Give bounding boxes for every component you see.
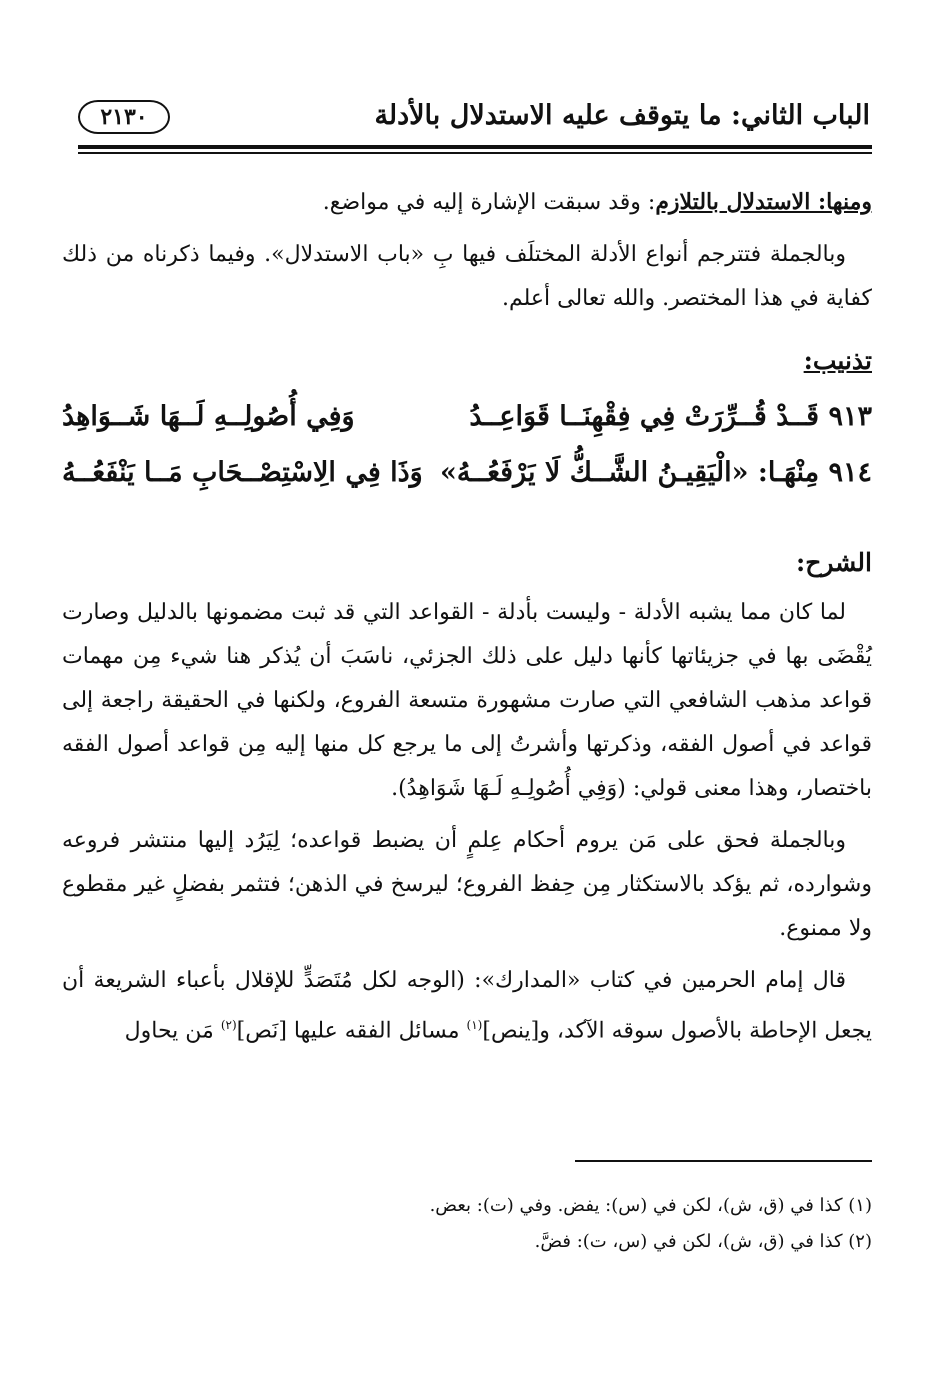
intro-text: : وقد سبقت الإشارة إليه في مواضع. [322, 190, 656, 215]
verse-first-hemistich: ٩١٣ قَــدْ قُــرِّرَتْ فِي فِقْهِنَــا قَوَاعِــدُ [469, 401, 872, 432]
verse-number: ٩١٤ [828, 457, 872, 488]
page-body [62, 180, 872, 1061]
verse-first-hemistich: ٩١٤ مِنْهَـا: «الْيَقِيـنُ الشَّــكُّ لَا يَرْفَعُــهُ» [439, 457, 872, 488]
summary-paragraph: وبالجملة فتترجم أنواع الأدلة المختلَف فيها بِ «باب الاستدلال». وفيما ذكرناه من ذلك كفاية في هذا المختصر. والله تعالى أعلم. [62, 242, 872, 311]
header-rule-thin [78, 152, 872, 154]
intro-term: ومنها: الاستدلال بالتلازم [655, 189, 872, 215]
header-rule [78, 145, 872, 149]
verse-913 [62, 389, 872, 445]
verse-second-hemistich: وَفِي أُصُولِــهِ لَــهَا شَــوَاهِدُ [62, 401, 355, 432]
commentary-paragraph: وبالجملة فحق على مَن يروم أحكام عِلمٍ أن يضبط قواعده؛ لِيَرُد إليها منتشر فروعه وشوارده، ثم يؤكد بالاستكثار مِن حِفظ الفروع؛ ليرسخ في الذهن؛ فتثمر بفضلٍ غير مقطوع ولا ممنوع. [62, 828, 872, 941]
tadhyeel-heading: تذنيب: [803, 346, 872, 375]
page-number: ٢١٣٠ [78, 100, 170, 134]
intro-line [62, 180, 872, 225]
verse-number: ٩١٣ [828, 401, 872, 432]
footnote: (١) كذا في (ق، ش)، لكن في (س): يفض. وفي (ت): بعض. [429, 1195, 872, 1216]
footnote: (٢) كذا في (ق، ش)، لكن في (س، ت): فضَّ. [534, 1231, 872, 1252]
verse-second-hemistich: وَذَا فِي الِاسْتِصْــحَابِ مَــا يَنْفَعُــهُ [62, 457, 423, 488]
running-title: الباب الثاني: ما يتوقف عليه الاستدلال بالأدلة [374, 100, 870, 131]
footnote-ref[interactable]: (٢) [220, 1018, 237, 1032]
footnotes [62, 1188, 872, 1260]
quote-paragraph: قال إمام الحرمين في كتاب «المدارك»: (الوجه لكل مُتَصَدٍّ للإقلال بأعباء الشريعة أن يجعل الإحاطة بالأصول سوقه الآكد، و[ينص]$^{(١)}$ مسائل الفقه عليها [نَص]$^{(٢)}$ مَن يحاول [62, 968, 872, 1044]
page-header [78, 92, 870, 142]
footnote-separator [575, 1160, 872, 1162]
commentary-paragraph: لما كان مما يشبه الأدلة - وليست بأدلة - القواعد التي قد ثبت مضمونها بالدليل وصارت يُقْضَى بها في جزيئاتها كأنها دليل على ذلك الجزئي، ناسَبَ أن يُذكر هنا شيء مِن مهمات قواعد مذهب الشافعي التي صارت مشهورة متسعة الفروع، ولكنها في الحقيقة راجعة إلى قواعد في أصول الفقه، وذكرتها وأشرتُ إلى ما يرجع كل منها إليه مِن قواعد أصول الفقه باختصار، وهذا معنى قولي: (وَفِي أُصُولِـهِ لَـهَا شَوَاهِدُ). [62, 600, 872, 801]
sharh-heading: الشرح: [795, 548, 872, 577]
verse-914 [62, 445, 872, 501]
footnote-ref[interactable]: (١) [466, 1018, 483, 1032]
